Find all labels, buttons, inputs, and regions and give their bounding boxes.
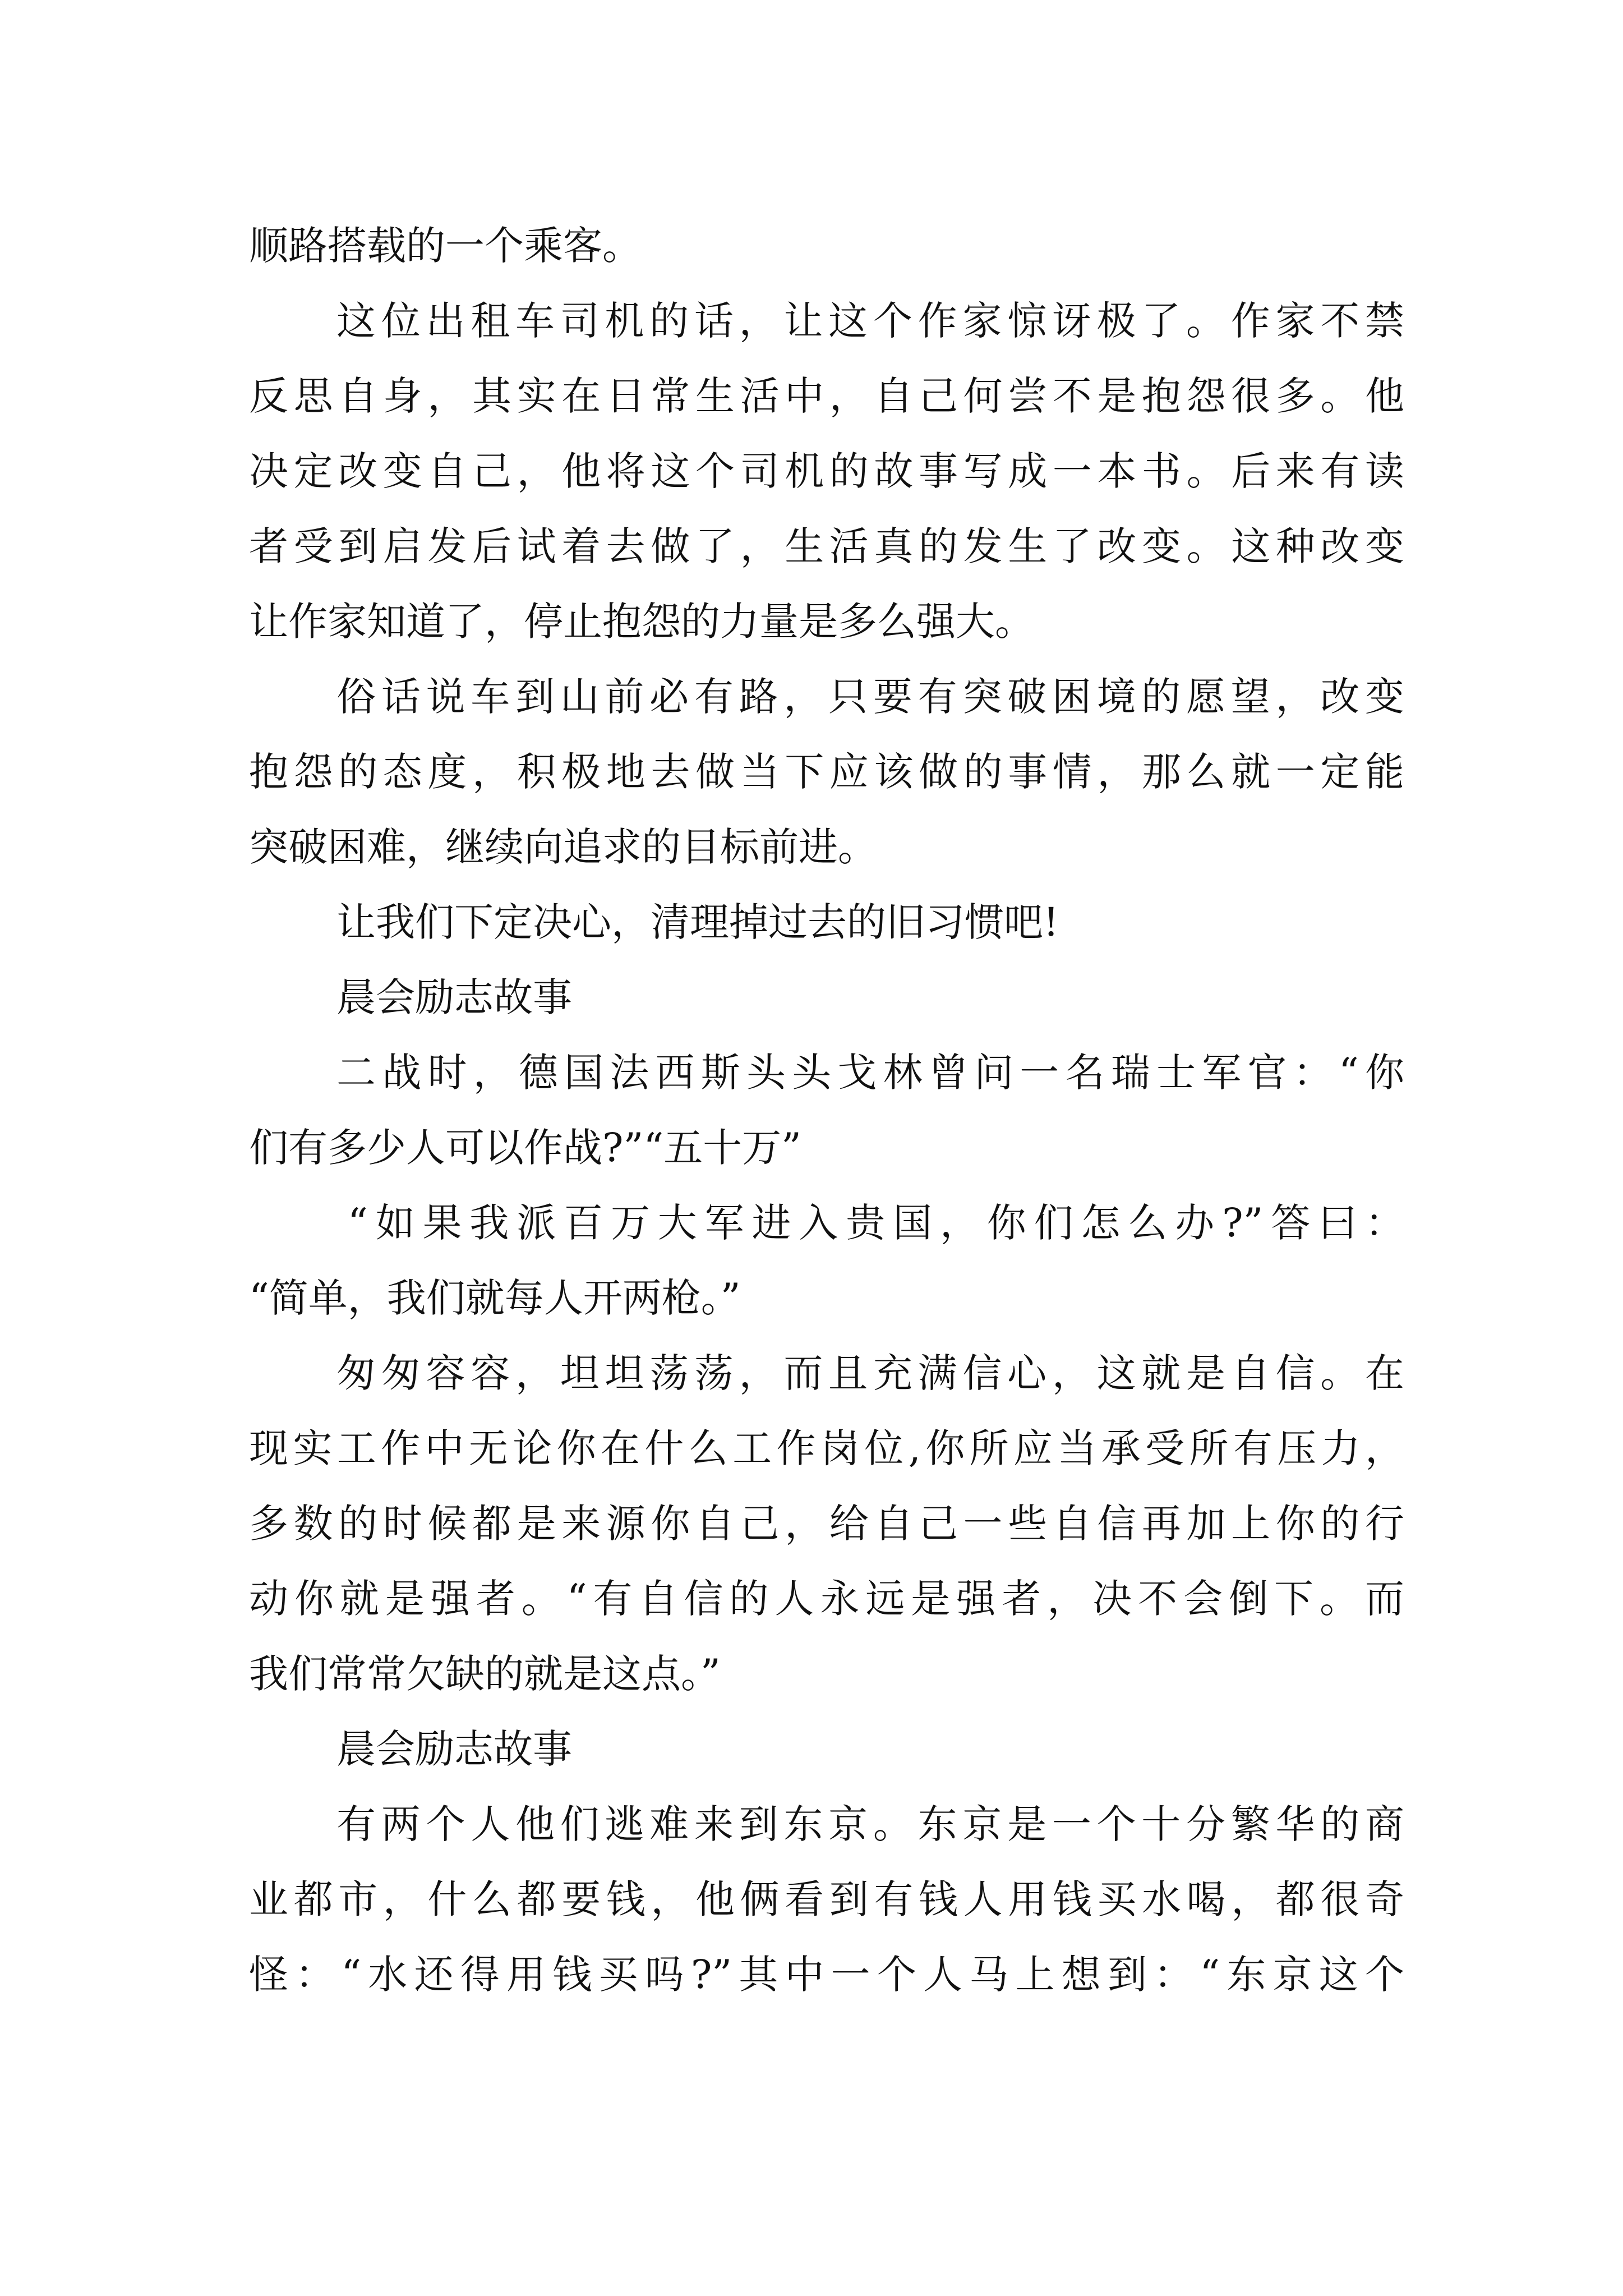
paragraph-first-line: 匆匆容容，坦坦荡荡，而且充满信心，这就是自信。在 xyxy=(336,1350,1404,1396)
body-text-line: 动你就是强者。“有自信的人永远是强者，决不会倒下。而 xyxy=(249,1576,1404,1622)
paragraph-first-line: 有两个人他们逃难来到东京。东京是一个十分繁华的商 xyxy=(336,1801,1404,1847)
body-text-line: 现实工作中无论你在什么工作岗位,你所应当承受所有压力， xyxy=(249,1425,1404,1471)
body-text-line: 怪：“水还得用钱买吗?”其中一个人马上想到：“东京这个 xyxy=(249,1952,1404,1998)
body-text-line: 业都市，什么都要钱，他俩看到有钱人用钱买水喝，都很奇 xyxy=(249,1876,1404,1922)
paragraph-first-line: 俗话说车到山前必有路，只要有突破困境的愿望，改变 xyxy=(336,674,1404,720)
body-text-line: “简单，我们就每人开两枪。” xyxy=(249,1275,741,1321)
paragraph-single-line: 让我们下定决心，清理掉过去的旧习惯吧! xyxy=(336,899,1059,945)
body-text-line: 反思自身，其实在日常生活中，自己何尝不是抱怨很多。他 xyxy=(249,373,1404,419)
section-heading: 晨会励志故事 xyxy=(336,974,572,1020)
paragraph-first-line: 这位出租车司机的话，让这个作家惊讶极了。作家不禁 xyxy=(336,298,1404,344)
body-text-line: 让作家知道了，停止抱怨的力量是多么强大。 xyxy=(249,599,1034,645)
body-text-line: 者受到启发后试着去做了，生活真的发生了改变。这种改变 xyxy=(249,523,1404,569)
body-text-line: 决定改变自己，他将这个司机的故事写成一本书。后来有读 xyxy=(249,448,1404,494)
body-text-line: 突破困难，继续向追求的目标前进。 xyxy=(249,824,877,870)
body-text-line: 顺路搭载的一个乘客。 xyxy=(249,223,642,269)
body-text-line: 抱怨的态度，积极地去做当下应该做的事情，那么就一定能 xyxy=(249,749,1404,795)
body-text-line: 我们常常欠缺的就是这点。” xyxy=(249,1651,721,1697)
paragraph-first-line: “如果我派百万大军进入贵国，你们怎么办?”答曰： xyxy=(348,1200,1404,1246)
paragraph-first-line: 二战时，德国法西斯头头戈林曾问一名瑞士军官：“你 xyxy=(336,1050,1404,1096)
body-text-line: 多数的时候都是来源你自己，给自己一些自信再加上你的行 xyxy=(249,1501,1404,1547)
body-text-line: 们有多少人可以作战?”“五十万” xyxy=(249,1125,801,1171)
section-heading: 晨会励志故事 xyxy=(336,1726,572,1772)
